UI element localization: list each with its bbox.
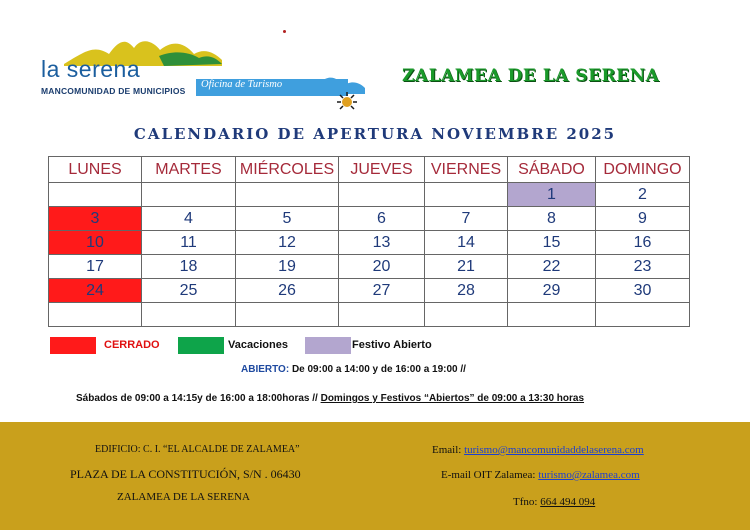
day-cell: 27 bbox=[339, 279, 425, 303]
day-cell: 14 bbox=[425, 231, 508, 255]
calendar-header-row bbox=[49, 157, 690, 183]
day-cell: 8 bbox=[508, 207, 596, 231]
day-cell bbox=[339, 183, 425, 207]
phone-number[interactable]: 664 494 094 bbox=[540, 496, 596, 508]
footer-town: ZALAMEA DE LA SERENA bbox=[117, 491, 250, 503]
calendar-week-row bbox=[49, 207, 690, 231]
day-cell bbox=[425, 303, 508, 327]
legend-festive-label: Festivo Abierto bbox=[352, 339, 432, 351]
calendar-week-row bbox=[49, 255, 690, 279]
email2-label: E-mail OIT Zalamea: bbox=[441, 469, 536, 481]
day-cell bbox=[339, 303, 425, 327]
weekday-header: MIÉRCOLES bbox=[236, 157, 339, 183]
weekday-header: VIERNES bbox=[425, 157, 508, 183]
day-cell: 2 bbox=[596, 183, 690, 207]
day-cell bbox=[142, 183, 236, 207]
legend-closed-swatch bbox=[50, 337, 96, 354]
day-cell: 30 bbox=[596, 279, 690, 303]
day-cell: 23 bbox=[596, 255, 690, 279]
weekday-header: JUEVES bbox=[339, 157, 425, 183]
legend-vacation-swatch bbox=[178, 337, 224, 354]
logo-sub-text: MANCOMUNIDAD DE MUNICIPIOS bbox=[41, 86, 186, 96]
day-cell: 26 bbox=[236, 279, 339, 303]
weekday-header: LUNES bbox=[49, 157, 142, 183]
day-cell bbox=[596, 303, 690, 327]
email-link[interactable]: turismo@mancomunidaddelaserena.com bbox=[464, 444, 644, 456]
day-cell: 4 bbox=[142, 207, 236, 231]
footer-phone bbox=[513, 496, 595, 508]
footer-address: PLAZA DE LA CONSTITUCIÓN, S/N . 06430 bbox=[70, 467, 301, 481]
open-label: ABIERTO: bbox=[241, 364, 290, 375]
day-cell: 13 bbox=[339, 231, 425, 255]
weekday-header: SÁBADO bbox=[508, 157, 596, 183]
day-cell: 25 bbox=[142, 279, 236, 303]
legend-vacation-label: Vacaciones bbox=[228, 339, 288, 351]
weekday-header: MARTES bbox=[142, 157, 236, 183]
calendar-week-row bbox=[49, 231, 690, 255]
hours-separator: // bbox=[312, 393, 318, 404]
weekday-header: DOMINGO bbox=[596, 157, 690, 183]
day-cell: 5 bbox=[236, 207, 339, 231]
footer-building: EDIFICIO: C. I. “EL ALCALDE DE ZALAMEA” bbox=[95, 444, 300, 455]
day-cell: 18 bbox=[142, 255, 236, 279]
email-label: Email: bbox=[432, 444, 462, 456]
day-cell: 7 bbox=[425, 207, 508, 231]
town-title: ZALAMEA DE LA SERENA bbox=[402, 66, 660, 86]
day-cell: 9 bbox=[596, 207, 690, 231]
open-hours bbox=[241, 364, 466, 375]
saturday-hours: Sábados de 09:00 a 14:15y de 16:00 a 18:00horas bbox=[76, 393, 310, 404]
day-cell-closed: 24 bbox=[49, 279, 142, 303]
day-cell: 29 bbox=[508, 279, 596, 303]
calendar-title: CALENDARIO DE APERTURA NOVIEMBRE 2025 bbox=[133, 125, 617, 143]
day-cell bbox=[236, 183, 339, 207]
day-cell-closed: 10 bbox=[49, 231, 142, 255]
day-cell: 6 bbox=[339, 207, 425, 231]
day-cell: 11 bbox=[142, 231, 236, 255]
legend-closed-label: CERRADO bbox=[104, 339, 160, 351]
day-cell bbox=[508, 303, 596, 327]
sunday-hours: Domingos y Festivos “Abiertos” de 09:00 a 13:30 horas bbox=[320, 393, 585, 404]
day-cell-closed: 3 bbox=[49, 207, 142, 231]
day-cell: 16 bbox=[596, 231, 690, 255]
footer-email bbox=[432, 444, 644, 456]
footer-email2 bbox=[441, 469, 640, 481]
day-cell: 12 bbox=[236, 231, 339, 255]
phone-label: Tfno: bbox=[513, 496, 538, 508]
day-cell-festive: 1 bbox=[508, 183, 596, 207]
logo-main-text: la serena bbox=[41, 56, 141, 82]
day-cell bbox=[425, 183, 508, 207]
calendar-week-row bbox=[49, 303, 690, 327]
decorative-dot bbox=[283, 30, 286, 33]
legend-festive-swatch bbox=[305, 337, 351, 354]
day-cell: 28 bbox=[425, 279, 508, 303]
day-cell: 21 bbox=[425, 255, 508, 279]
day-cell: 19 bbox=[236, 255, 339, 279]
mancomunidad-logo bbox=[36, 34, 376, 114]
day-cell bbox=[236, 303, 339, 327]
open-text: De 09:00 a 14:00 y de 16:00 a 19:00 // bbox=[291, 364, 466, 375]
day-cell: 17 bbox=[49, 255, 142, 279]
day-cell bbox=[142, 303, 236, 327]
calendar-week-row bbox=[49, 183, 690, 207]
day-cell bbox=[49, 303, 142, 327]
sun-icon bbox=[321, 72, 366, 112]
day-cell: 15 bbox=[508, 231, 596, 255]
weekend-hours bbox=[76, 393, 584, 404]
day-cell: 22 bbox=[508, 255, 596, 279]
day-cell: 20 bbox=[339, 255, 425, 279]
office-banner-text: Oficina de Turismo bbox=[201, 79, 283, 90]
day-cell bbox=[49, 183, 142, 207]
calendar-week-row bbox=[49, 279, 690, 303]
calendar-table bbox=[48, 156, 690, 327]
email2-link[interactable]: turismo@zalamea.com bbox=[538, 469, 640, 481]
